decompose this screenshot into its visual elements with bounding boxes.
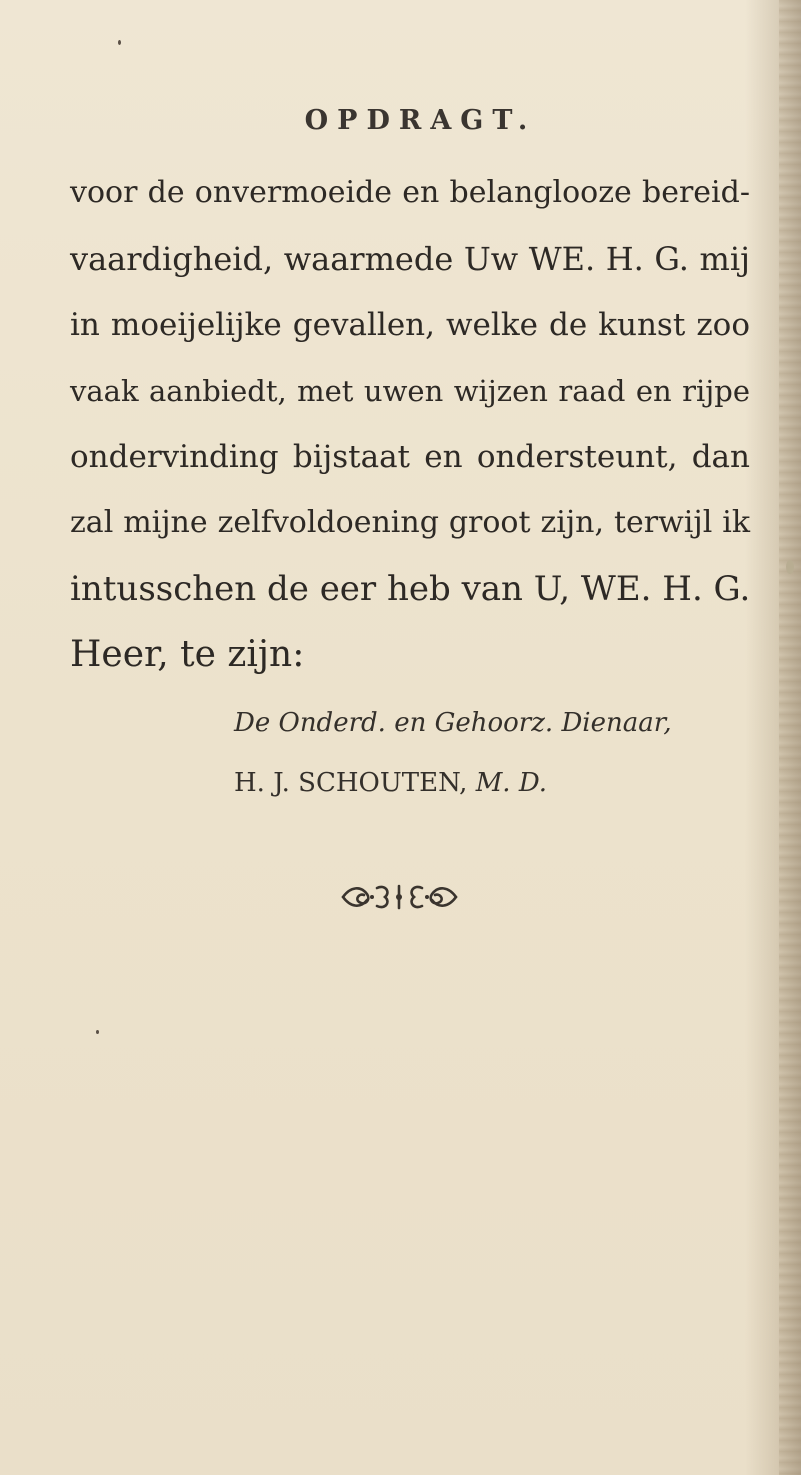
body-line: vaak aanbiedt, met uwen wijzen raad en rijpe <box>70 374 750 408</box>
paper-speck <box>96 1030 99 1034</box>
page-edge <box>779 0 801 1475</box>
body-line: Heer, te zijn: <box>70 634 305 675</box>
body-line: vaardigheid, waarmede Uw WE. H. G. mij <box>70 240 750 278</box>
body-line: in moeijelijke gevallen, welke de kunst zoo <box>70 307 750 343</box>
author-title: M. D. <box>475 768 548 798</box>
author-name: H. J. SCHOUTEN, <box>234 768 468 798</box>
body-line: intusschen de eer heb van U, WE. H. G. <box>70 569 751 609</box>
paper-speck <box>786 560 794 574</box>
paper-speck <box>118 40 121 45</box>
page-heading: OPDRAGT. <box>304 105 537 136</box>
body-line: ondervinding bijstaat en ondersteunt, dan <box>70 439 750 475</box>
closing-formula: De Onderd. en Gehoorz. Dienaar, <box>234 708 672 738</box>
body-line: voor de onvermoeide en belanglooze bereid- <box>70 175 750 210</box>
printer-ornament-icon <box>337 880 462 914</box>
author-signature <box>234 768 547 798</box>
body-line: zal mijne zelfvoldoening groot zijn, terwijl ik <box>70 505 750 540</box>
